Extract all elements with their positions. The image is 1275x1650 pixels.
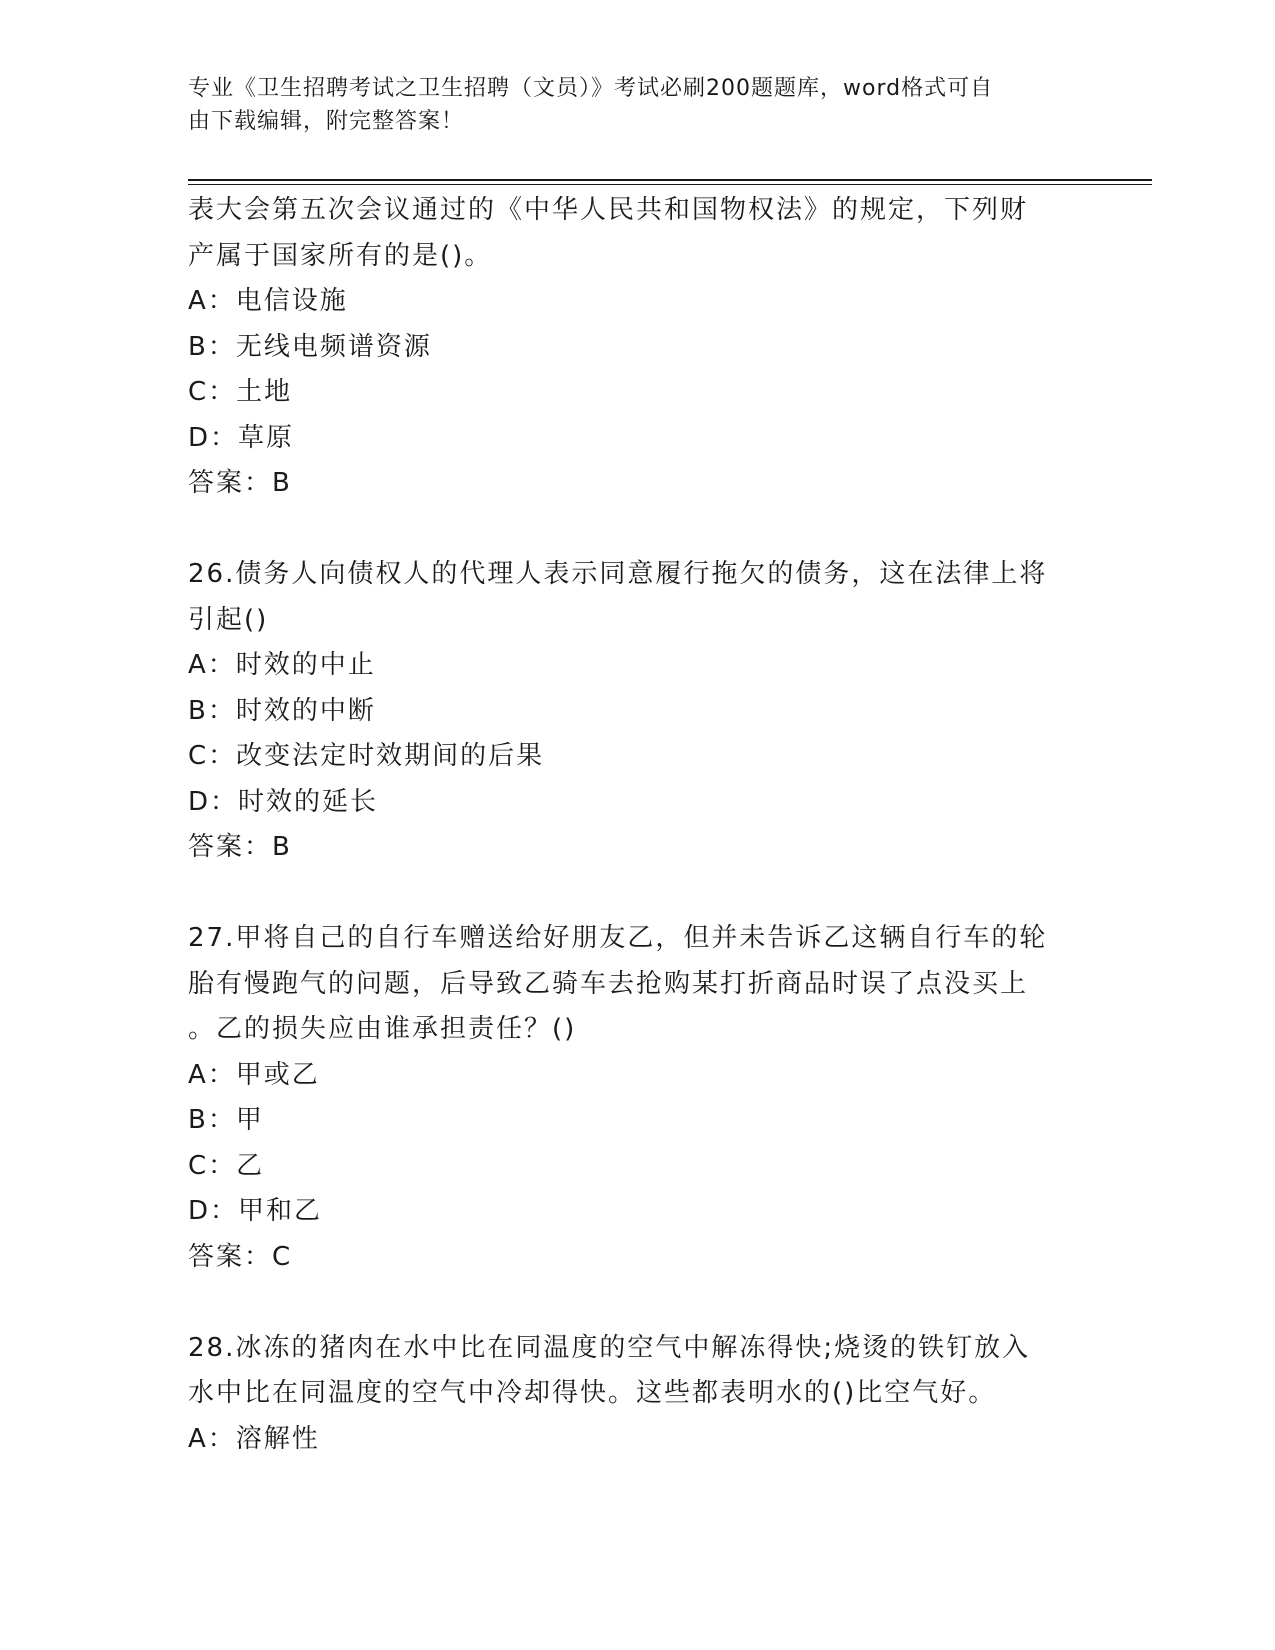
spacer [188,871,1088,917]
header-divider-thin [188,184,1152,185]
spacer [188,507,1088,553]
option-b: B：无线电频谱资源 [188,331,432,362]
spacer [188,1280,1088,1326]
option-a: A：时效的中止 [188,650,376,680]
question-block [188,188,1088,507]
question-stem-line: 引起() [188,604,269,635]
answer-line: 答案：C [188,1241,293,1272]
header-line-2: 由下载编辑，附完整答案！ [188,109,465,134]
question-stem-line: 26.债务人向债权人的代理人表示同意履行拖欠的债务，这在法律上将 [188,559,1048,589]
option-c: C：乙 [188,1150,265,1181]
option-c: C：土地 [188,377,293,407]
question-stem-line: 胎有慢跑气的问题，后导致乙骑车去抢购某打折商品时误了点没买上 [188,968,1029,999]
answer-line: 答案：B [188,468,292,498]
question-list [188,188,1088,1462]
header-line-1: 专业《卫生招聘考试之卫生招聘（文员）》考试必刷200题题库，word格式可自 [188,76,994,101]
option-d: D：时效的延长 [188,786,379,817]
option-a: A：甲或乙 [188,1059,320,1090]
answer-line: 答案：B [188,832,292,862]
question-stem-line: 水中比在同温度的空气中冷却得快。这些都表明水的()比空气好。 [188,1378,997,1408]
question-stem-line: 。乙的损失应由谁承担责任？() [188,1014,577,1044]
option-a: A：电信设施 [188,286,348,316]
header-divider-thick [188,179,1152,181]
question-block [188,1326,1088,1463]
question-stem-line: 28.冰冻的猪肉在水中比在同温度的空气中解冻得快;烧烫的铁钉放入 [188,1332,1031,1363]
question-stem-line: 产属于国家所有的是()。 [188,240,493,271]
option-c: C：改变法定时效期间的后果 [188,741,545,771]
question-stem-line: 表大会第五次会议通过的《中华人民共和国物权法》的规定，下列财 [188,195,1029,225]
option-a: A：溶解性 [188,1423,320,1454]
option-d: D：甲和乙 [188,1196,323,1226]
question-block [188,916,1088,1280]
question-stem-line: 27.甲将自己的自行车赠送给好朋友乙，但并未告诉乙这辆自行车的轮 [188,923,1048,953]
option-d: D：草原 [188,422,295,453]
option-b: B：时效的中断 [188,695,376,726]
option-b: B：甲 [188,1105,264,1135]
question-block [188,552,1088,871]
document-header [188,72,1068,138]
